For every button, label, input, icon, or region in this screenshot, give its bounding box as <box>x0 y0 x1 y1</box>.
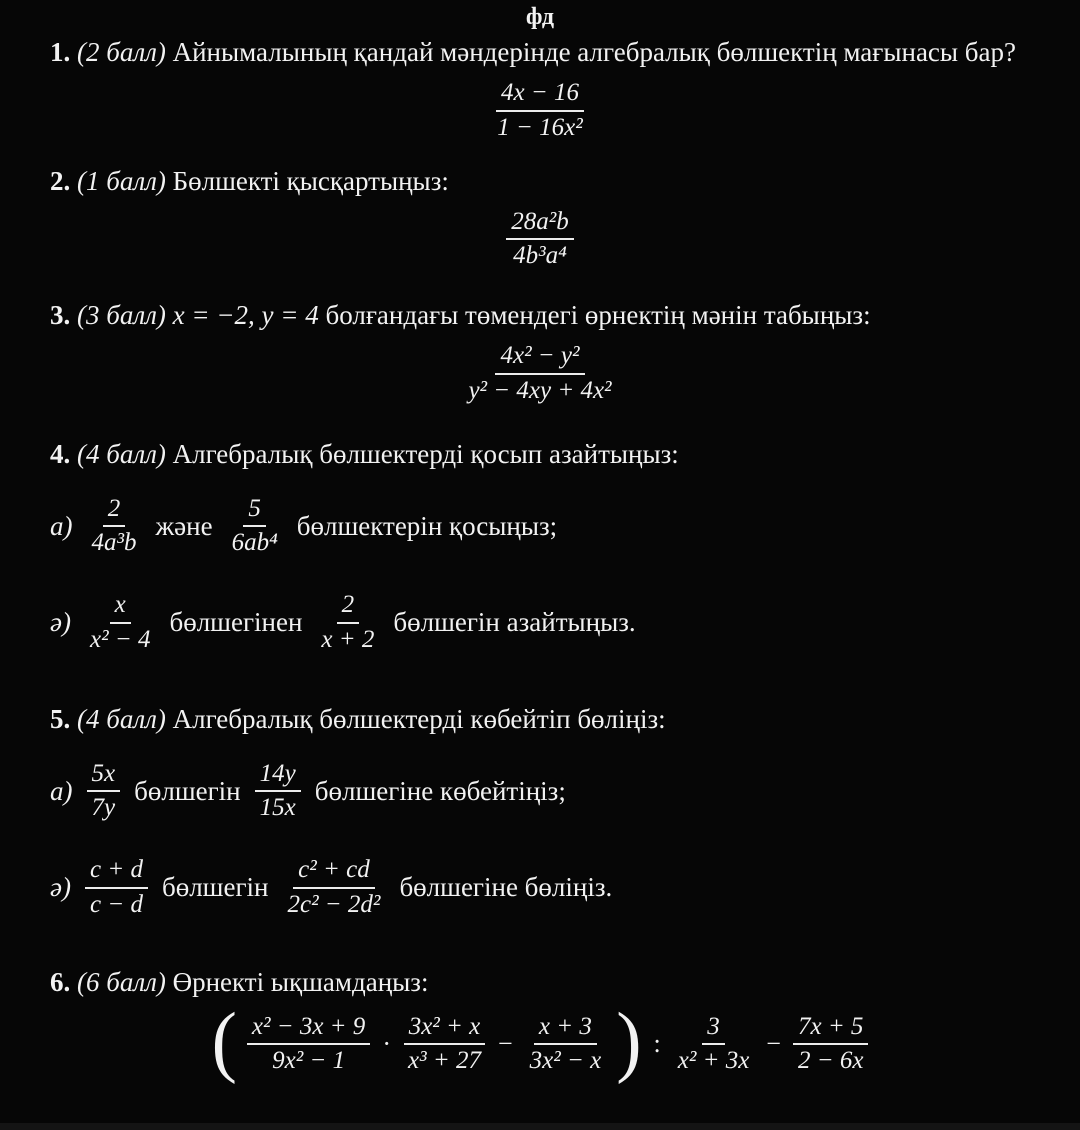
fraction <box>282 855 385 920</box>
fraction-denominator: 9x² − 1 <box>272 1047 346 1075</box>
fraction-numerator: 14y <box>255 759 301 793</box>
problem-4-text: Алгебралық бөлшектерді қосып азайтыңыз: <box>172 438 679 469</box>
problem-2-math <box>50 207 1030 272</box>
fraction-numerator: 28a²b <box>506 207 574 241</box>
fraction-denominator: y² − 4xy + 4x² <box>468 376 612 404</box>
problem-6-stem <box>50 964 1030 1000</box>
problem-5-item-a <box>50 759 1030 824</box>
item-mid-text: және <box>155 510 213 541</box>
item-tail-text: бөлшегіне бөліңіз. <box>399 872 613 903</box>
fraction <box>506 207 574 272</box>
fraction-denominator: 4a³b <box>91 529 137 557</box>
problem-2 <box>50 163 1030 272</box>
fraction <box>316 590 379 655</box>
fraction <box>255 759 301 824</box>
problem-6-points: (6 балл) <box>77 966 166 997</box>
problem-4-points: (4 балл) <box>77 438 166 469</box>
problem-1-number: 1. <box>50 37 71 67</box>
problem-6 <box>50 964 1030 1085</box>
fraction-numerator: x <box>110 590 131 624</box>
fraction <box>247 1012 370 1077</box>
problem-3 <box>50 297 1030 406</box>
fraction-numerator: 3 <box>702 1012 725 1046</box>
problem-5-item-ae <box>50 855 1030 920</box>
problem-4-stem <box>50 436 1030 472</box>
problem-2-number: 2. <box>50 165 71 196</box>
problem-1 <box>50 34 1030 143</box>
item-mid-text: бөлшегін <box>134 775 241 806</box>
close-paren: ) <box>616 996 642 1085</box>
fraction-denominator: c − d <box>89 890 143 918</box>
fraction <box>492 78 587 143</box>
fraction-denominator: 6ab⁴ <box>231 529 278 557</box>
fraction <box>87 759 121 824</box>
item-tail-text: бөлшегін азайтыңыз. <box>393 607 636 638</box>
fraction-denominator: 1 − 16x² <box>497 113 583 141</box>
fraction <box>403 1012 486 1077</box>
fraction-numerator: 2 <box>337 590 360 624</box>
problem-5-stem <box>50 701 1030 737</box>
problem-1-stem <box>50 34 1030 70</box>
fraction-denominator: x + 2 <box>321 625 375 653</box>
minus-operator: − <box>766 1028 781 1058</box>
fraction-denominator: 4b³a⁴ <box>513 242 567 270</box>
fraction-denominator: x³ + 27 <box>407 1047 481 1075</box>
fraction-numerator: 2 <box>103 494 126 528</box>
problem-3-stem <box>50 297 1030 333</box>
fraction-denominator: x² − 4 <box>89 625 151 653</box>
open-paren: ( <box>211 996 237 1085</box>
fraction-denominator: 15x <box>259 794 296 822</box>
item-label: а) <box>50 510 73 541</box>
fraction <box>793 1012 868 1077</box>
fraction-denominator: 3x² − x <box>529 1047 602 1075</box>
item-mid-text: бөлшегін <box>161 872 269 903</box>
item-label: а) <box>50 775 73 806</box>
fraction-numerator: 7x + 5 <box>793 1012 868 1046</box>
fraction <box>87 494 142 559</box>
fraction-numerator: c² + cd <box>293 855 375 889</box>
cropped-title-fragment <box>50 0 1030 30</box>
minus-operator: − <box>497 1028 513 1058</box>
fraction <box>85 590 155 655</box>
problem-5-text: Алгебралық бөлшектерді көбейтіп бөліңіз: <box>172 703 666 734</box>
problem-2-points: (1 балл) <box>77 165 166 196</box>
fraction <box>463 341 616 406</box>
fraction <box>673 1012 755 1077</box>
problem-3-math <box>50 341 1030 406</box>
problem-6-expression <box>50 996 1030 1085</box>
cropped-title-text: фд <box>525 4 555 30</box>
problem-4-item-ae <box>50 590 1030 655</box>
divide-operator: : <box>653 1028 661 1058</box>
problem-1-math <box>50 78 1030 143</box>
problem-3-text: болғандағы төмендегі өрнектің мәнін табыңыз: <box>325 300 871 330</box>
fraction-numerator: 4x² − y² <box>495 341 584 375</box>
fraction-denominator: 2c² − 2d² <box>287 890 381 918</box>
item-tail-text: бөлшектерін қосыңыз; <box>296 510 558 541</box>
fraction-numerator: x² − 3x + 9 <box>247 1012 370 1046</box>
item-tail-text: бөлшегіне көбейтіңіз; <box>314 775 566 806</box>
problem-4-item-a <box>50 494 1030 559</box>
problem-6-text: Өрнекті ықшамдаңыз: <box>172 966 429 997</box>
item-label: ә) <box>50 607 71 638</box>
problem-5-number: 5. <box>50 703 71 734</box>
fraction-numerator: 5 <box>243 494 266 528</box>
fraction-denominator: 7y <box>91 794 116 822</box>
fraction-denominator: 2 − 6x <box>797 1047 864 1075</box>
problem-5-points: (4 балл) <box>77 703 166 734</box>
fraction <box>525 1012 607 1077</box>
fraction <box>85 855 148 920</box>
fraction-numerator: 5x <box>87 759 121 793</box>
fraction <box>227 494 283 559</box>
problem-3-points: (3 балл) <box>77 300 166 330</box>
multiply-operator: · <box>382 1028 391 1058</box>
problem-6-number: 6. <box>50 966 71 997</box>
fraction-numerator: c + d <box>85 855 148 889</box>
fraction-numerator: x + 3 <box>534 1012 597 1046</box>
problem-1-text: Айнымалының қандай мәндерінде алгебралық бөлшектің мағынасы бар? <box>172 37 1017 67</box>
problem-3-given-values: x = −2, y = 4 <box>172 300 319 330</box>
bottom-edge-strip <box>0 1123 1080 1130</box>
item-label: ә) <box>50 872 71 903</box>
fraction-numerator: 4x − 16 <box>496 78 584 112</box>
problem-4 <box>50 436 1030 655</box>
problem-4-number: 4. <box>50 438 71 469</box>
problem-3-number: 3. <box>50 300 71 330</box>
fraction-numerator: 3x² + x <box>404 1012 486 1046</box>
problem-2-text: Бөлшекті қысқартыңыз: <box>172 165 449 196</box>
problem-5 <box>50 701 1030 920</box>
problem-2-stem <box>50 163 1030 199</box>
fraction-denominator: x² + 3x <box>677 1047 750 1075</box>
item-mid-text: бөлшегінен <box>169 607 303 638</box>
problem-1-points: (2 балл) <box>77 37 166 67</box>
